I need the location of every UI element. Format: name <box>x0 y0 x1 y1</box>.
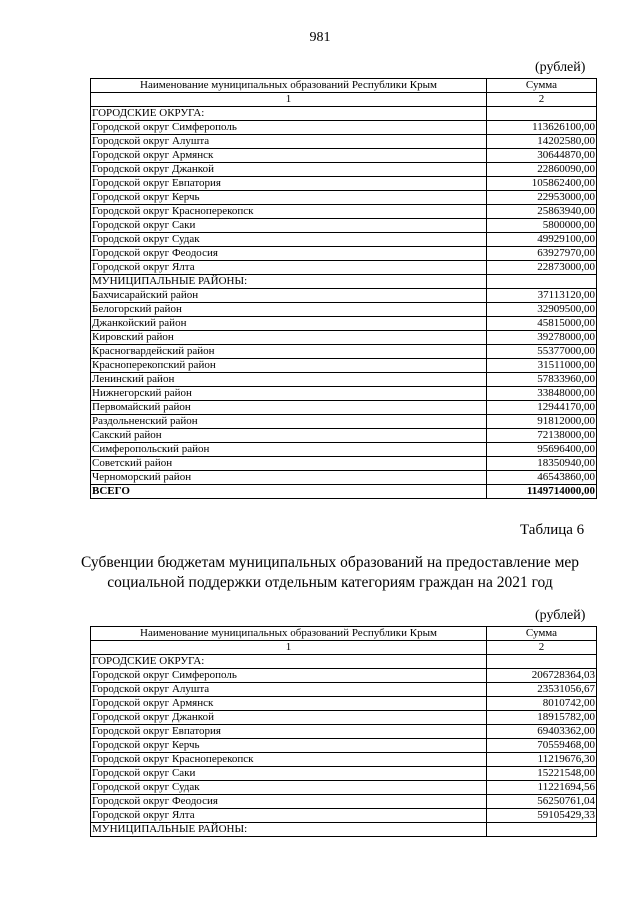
cell-name: Симферопольский район <box>91 443 487 457</box>
cell-amount: 31511000,00 <box>487 359 597 373</box>
cell-name: Бахчисарайский район <box>91 289 487 303</box>
cell-amount: 72138000,00 <box>487 429 597 443</box>
column-number: 2 <box>487 641 597 655</box>
cell-name: Городской округ Судак <box>91 781 487 795</box>
cell-name: Джанкойский район <box>91 317 487 331</box>
table-row <box>91 387 597 401</box>
cell-name: Городской округ Саки <box>91 767 487 781</box>
table-row <box>91 331 597 345</box>
cell-name: Сакский район <box>91 429 487 443</box>
subsidy-table-1 <box>90 78 597 499</box>
cell-name: Нижнегорский район <box>91 387 487 401</box>
cell-amount: 49929100,00 <box>487 233 597 247</box>
table-row <box>91 697 597 711</box>
cell-name: Городской округ Алушта <box>91 135 487 149</box>
cell-name: Городской округ Джанкой <box>91 711 487 725</box>
table-row <box>91 205 597 219</box>
cell-amount: 8010742,00 <box>487 697 597 711</box>
cell-name: Городской округ Евпатория <box>91 177 487 191</box>
table-row <box>91 163 597 177</box>
cell-name: Кировский район <box>91 331 487 345</box>
cell-amount <box>487 275 597 289</box>
total-row <box>91 485 597 499</box>
cell-name: Городской округ Керчь <box>91 191 487 205</box>
cell-amount <box>487 107 597 121</box>
cell-name: ГОРОДСКИЕ ОКРУГА: <box>91 655 487 669</box>
cell-name: Городской округ Судак <box>91 233 487 247</box>
cell-name: Городской округ Армянск <box>91 697 487 711</box>
cell-amount: 63927970,00 <box>487 247 597 261</box>
cell-name: Городской округ Саки <box>91 219 487 233</box>
table-row <box>91 457 597 471</box>
cell-name: Городской округ Красноперекопск <box>91 753 487 767</box>
cell-amount: 11219676,30 <box>487 753 597 767</box>
table-title: Субвенции бюджетам муниципальных образований на предоставление мер социальной поддержки отдельным категориям граждан на 2021 год <box>80 554 580 591</box>
header-row <box>91 627 597 641</box>
table-row <box>91 795 597 809</box>
table-row <box>91 149 597 163</box>
table-row <box>91 107 597 121</box>
column-number: 2 <box>487 93 597 107</box>
cell-name: Городской округ Армянск <box>91 149 487 163</box>
cell-amount: 22953000,00 <box>487 191 597 205</box>
cell-amount: 39278000,00 <box>487 331 597 345</box>
cell-amount: 57833960,00 <box>487 373 597 387</box>
column-number-row <box>91 93 597 107</box>
cell-amount: 113626100,00 <box>487 121 597 135</box>
cell-name: Белогорский район <box>91 303 487 317</box>
table-row <box>91 781 597 795</box>
table-row <box>91 401 597 415</box>
table-row <box>91 809 597 823</box>
unit-label: (рублей) <box>535 60 586 75</box>
table-row <box>91 289 597 303</box>
cell-amount: 69403362,00 <box>487 725 597 739</box>
cell-amount: 1149714000,00 <box>487 485 597 499</box>
cell-amount: 32909500,00 <box>487 303 597 317</box>
cell-amount: 46543860,00 <box>487 471 597 485</box>
cell-name: Красногвардейский район <box>91 345 487 359</box>
cell-name: Городской округ Джанкой <box>91 163 487 177</box>
cell-name: Городской округ Алушта <box>91 683 487 697</box>
table-row <box>91 261 597 275</box>
table-row <box>91 177 597 191</box>
cell-name: Городской округ Феодосия <box>91 247 487 261</box>
cell-name: Городской округ Керчь <box>91 739 487 753</box>
table-row <box>91 191 597 205</box>
table-row <box>91 303 597 317</box>
cell-amount: 14202580,00 <box>487 135 597 149</box>
cell-name: Красноперекопский район <box>91 359 487 373</box>
table-row <box>91 725 597 739</box>
cell-name: МУНИЦИПАЛЬНЫЕ РАЙОНЫ: <box>91 823 487 837</box>
table-row <box>91 683 597 697</box>
cell-amount: 23531056,67 <box>487 683 597 697</box>
cell-amount: 206728364,03 <box>487 669 597 683</box>
cell-amount: 45815000,00 <box>487 317 597 331</box>
cell-amount: 95696400,00 <box>487 443 597 457</box>
table-row <box>91 429 597 443</box>
table-row <box>91 247 597 261</box>
table-row <box>91 443 597 457</box>
page-number: 981 <box>309 30 331 45</box>
cell-name: ВСЕГО <box>91 485 487 499</box>
cell-name: Ленинский район <box>91 373 487 387</box>
cell-name: Городской округ Ялта <box>91 809 487 823</box>
header-sum: Сумма <box>487 79 597 93</box>
cell-name: Городской округ Красноперекопск <box>91 205 487 219</box>
table-row <box>91 655 597 669</box>
cell-amount: 25863940,00 <box>487 205 597 219</box>
cell-amount: 22860090,00 <box>487 163 597 177</box>
table-row <box>91 739 597 753</box>
header-sum: Сумма <box>487 627 597 641</box>
table-row <box>91 121 597 135</box>
cell-amount: 5800000,00 <box>487 219 597 233</box>
cell-amount: 70559468,00 <box>487 739 597 753</box>
unit-label: (рублей) <box>535 608 586 623</box>
table-row <box>91 767 597 781</box>
cell-name: Раздольненский район <box>91 415 487 429</box>
cell-amount: 11221694,56 <box>487 781 597 795</box>
cell-name: Городской округ Симферополь <box>91 121 487 135</box>
header-name: Наименование муниципальных образований Республики Крым <box>91 79 487 93</box>
table-row <box>91 373 597 387</box>
cell-amount: 37113120,00 <box>487 289 597 303</box>
cell-amount: 59105429,33 <box>487 809 597 823</box>
column-number: 1 <box>91 93 487 107</box>
cell-name: Первомайский район <box>91 401 487 415</box>
table-row <box>91 669 597 683</box>
cell-name: Черноморский район <box>91 471 487 485</box>
table-row <box>91 219 597 233</box>
cell-name: Городской округ Феодосия <box>91 795 487 809</box>
column-number-row <box>91 641 597 655</box>
cell-amount <box>487 655 597 669</box>
table-row <box>91 753 597 767</box>
cell-name: Городской округ Евпатория <box>91 725 487 739</box>
cell-amount: 22873000,00 <box>487 261 597 275</box>
cell-amount: 15221548,00 <box>487 767 597 781</box>
table-row <box>91 471 597 485</box>
cell-amount: 18350940,00 <box>487 457 597 471</box>
header-name: Наименование муниципальных образований Республики Крым <box>91 627 487 641</box>
table-row <box>91 233 597 247</box>
table-row <box>91 711 597 725</box>
cell-name: Советский район <box>91 457 487 471</box>
column-number: 1 <box>91 641 487 655</box>
cell-amount <box>487 823 597 837</box>
table-row <box>91 359 597 373</box>
cell-name: ГОРОДСКИЕ ОКРУГА: <box>91 107 487 121</box>
cell-amount: 12944170,00 <box>487 401 597 415</box>
cell-amount: 91812000,00 <box>487 415 597 429</box>
subsidy-table-6 <box>90 626 597 837</box>
cell-amount: 18915782,00 <box>487 711 597 725</box>
table-row <box>91 275 597 289</box>
cell-amount: 30644870,00 <box>487 149 597 163</box>
table-row <box>91 823 597 837</box>
table-row <box>91 345 597 359</box>
cell-name: Городской округ Симферополь <box>91 669 487 683</box>
cell-amount: 105862400,00 <box>487 177 597 191</box>
cell-name: МУНИЦИПАЛЬНЫЕ РАЙОНЫ: <box>91 275 487 289</box>
table-row <box>91 135 597 149</box>
cell-amount: 55377000,00 <box>487 345 597 359</box>
table-row <box>91 415 597 429</box>
table-row <box>91 317 597 331</box>
cell-amount: 33848000,00 <box>487 387 597 401</box>
table-label: Таблица 6 <box>520 522 585 538</box>
cell-name: Городской округ Ялта <box>91 261 487 275</box>
cell-amount: 56250761,04 <box>487 795 597 809</box>
header-row <box>91 79 597 93</box>
